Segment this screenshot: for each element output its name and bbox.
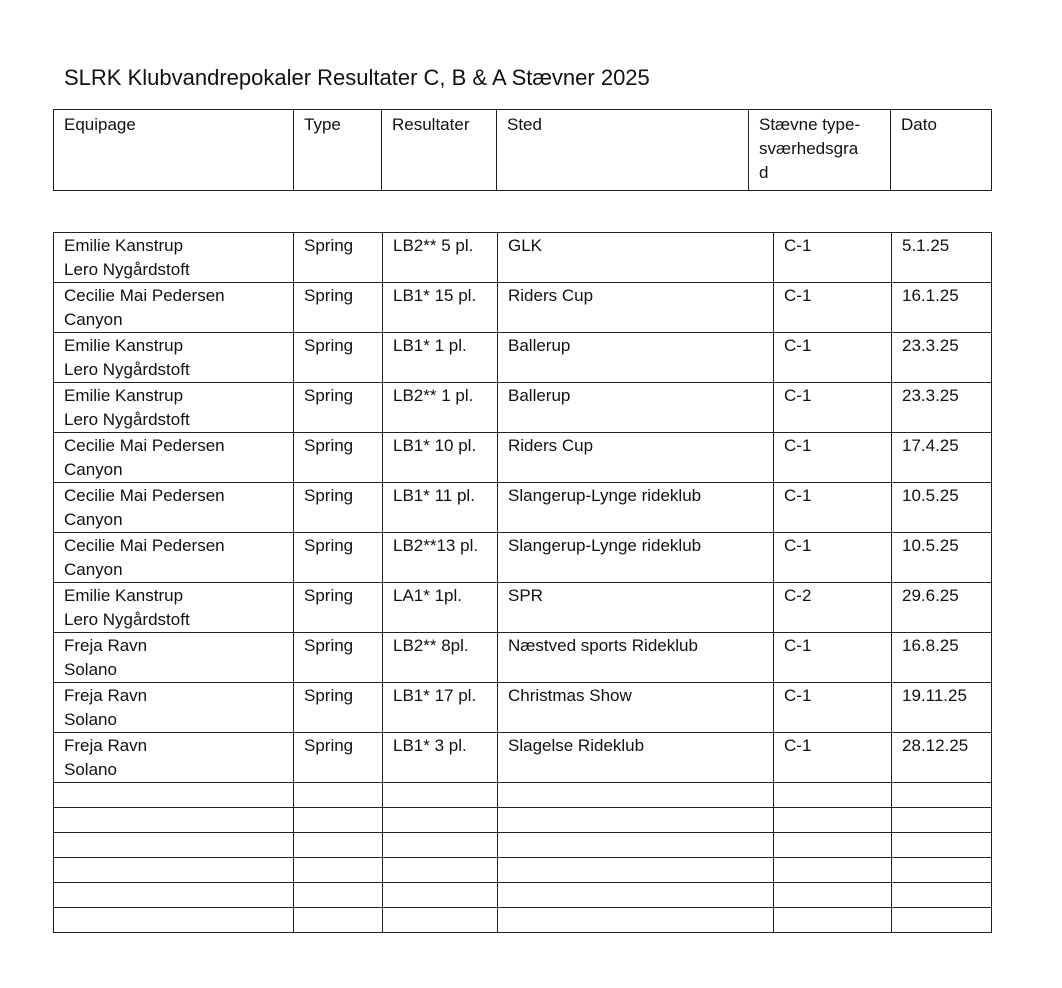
type-cell: Spring <box>294 533 383 583</box>
rider-name: Cecilie Mai Pedersen <box>64 286 225 305</box>
equipage-cell <box>54 233 294 283</box>
empty-cell <box>892 833 992 858</box>
header-row <box>54 110 992 191</box>
date-cell: 10.5.25 <box>892 483 992 533</box>
table-row <box>54 233 992 283</box>
empty-cell <box>774 883 892 908</box>
equipage-cell <box>54 433 294 483</box>
result-cell: LB2** 1 pl. <box>383 383 498 433</box>
table-row <box>54 433 992 483</box>
horse-name: Canyon <box>64 510 123 529</box>
level-cell: C-1 <box>774 683 892 733</box>
level-cell: C-1 <box>774 333 892 383</box>
result-cell: LA1* 1pl. <box>383 583 498 633</box>
level-cell: C-1 <box>774 633 892 683</box>
date-cell: 16.1.25 <box>892 283 992 333</box>
empty-cell <box>383 858 498 883</box>
empty-cell <box>498 858 774 883</box>
empty-table-row <box>54 783 992 808</box>
place-cell: Riders Cup <box>498 433 774 483</box>
horse-name: Solano <box>64 660 117 679</box>
type-cell: Spring <box>294 583 383 633</box>
rider-name: Cecilie Mai Pedersen <box>64 436 225 455</box>
equipage-cell <box>54 733 294 783</box>
empty-cell <box>498 783 774 808</box>
result-cell: LB1* 15 pl. <box>383 283 498 333</box>
empty-cell <box>383 833 498 858</box>
result-cell: LB1* 17 pl. <box>383 683 498 733</box>
empty-cell <box>774 908 892 933</box>
horse-name: Lero Nygårdstoft <box>64 260 190 279</box>
column-header-resultater: Resultater <box>382 110 497 191</box>
equipage-cell <box>54 583 294 633</box>
table-row <box>54 633 992 683</box>
empty-cell <box>892 908 992 933</box>
empty-cell <box>498 883 774 908</box>
date-cell: 17.4.25 <box>892 433 992 483</box>
type-cell: Spring <box>294 733 383 783</box>
empty-cell <box>774 833 892 858</box>
table-row <box>54 483 992 533</box>
horse-name: Canyon <box>64 310 123 329</box>
result-cell: LB1* 1 pl. <box>383 333 498 383</box>
document-title: SLRK Klubvandrepokaler Resultater C, B & A Stævner 2025 <box>64 65 650 90</box>
horse-name: Lero Nygårdstoft <box>64 360 190 379</box>
column-header-staevne-line: Stævne type- <box>759 115 861 134</box>
empty-cell <box>892 883 992 908</box>
type-cell: Spring <box>294 383 383 433</box>
empty-cell <box>498 908 774 933</box>
empty-cell <box>54 783 294 808</box>
level-cell: C-1 <box>774 733 892 783</box>
empty-cell <box>54 883 294 908</box>
horse-name: Lero Nygårdstoft <box>64 610 190 629</box>
level-cell: C-1 <box>774 483 892 533</box>
type-cell: Spring <box>294 683 383 733</box>
level-cell: C-1 <box>774 433 892 483</box>
result-cell: LB2** 8pl. <box>383 633 498 683</box>
level-cell: C-1 <box>774 383 892 433</box>
equipage-cell <box>54 333 294 383</box>
result-cell: LB2** 5 pl. <box>383 233 498 283</box>
result-cell: LB1* 10 pl. <box>383 433 498 483</box>
empty-cell <box>54 908 294 933</box>
empty-cell <box>383 908 498 933</box>
rider-name: Freja Ravn <box>64 736 148 755</box>
empty-cell <box>294 783 383 808</box>
level-cell: C-1 <box>774 283 892 333</box>
place-cell: Slagelse Rideklub <box>498 733 774 783</box>
rider-name: Freja Ravn <box>64 636 148 655</box>
results-table <box>53 232 992 933</box>
result-cell: LB1* 11 pl. <box>383 483 498 533</box>
horse-name: Solano <box>64 760 117 779</box>
empty-cell <box>383 808 498 833</box>
type-cell: Spring <box>294 433 383 483</box>
place-cell: Slangerup-Lynge rideklub <box>498 483 774 533</box>
date-cell: 23.3.25 <box>892 383 992 433</box>
empty-cell <box>498 833 774 858</box>
rider-name: Cecilie Mai Pedersen <box>64 536 225 555</box>
empty-table-row <box>54 908 992 933</box>
empty-cell <box>54 833 294 858</box>
empty-cell <box>498 808 774 833</box>
empty-table-row <box>54 808 992 833</box>
place-cell: Ballerup <box>498 383 774 433</box>
type-cell: Spring <box>294 233 383 283</box>
date-cell: 5.1.25 <box>892 233 992 283</box>
table-row <box>54 283 992 333</box>
empty-table-row <box>54 883 992 908</box>
column-header-dato: Dato <box>891 110 992 191</box>
column-header-sted: Sted <box>497 110 749 191</box>
rider-name: Cecilie Mai Pedersen <box>64 486 225 505</box>
place-cell: GLK <box>498 233 774 283</box>
horse-name: Canyon <box>64 460 123 479</box>
empty-cell <box>294 833 383 858</box>
header-table <box>53 109 992 191</box>
type-cell: Spring <box>294 333 383 383</box>
equipage-cell <box>54 483 294 533</box>
place-cell: SPR <box>498 583 774 633</box>
column-header-equipage: Equipage <box>54 110 294 191</box>
equipage-cell <box>54 633 294 683</box>
empty-cell <box>54 808 294 833</box>
equipage-cell <box>54 283 294 333</box>
place-cell: Slangerup-Lynge rideklub <box>498 533 774 583</box>
table-row <box>54 683 992 733</box>
column-header-staevne-line: d <box>759 163 769 182</box>
date-cell: 28.12.25 <box>892 733 992 783</box>
level-cell: C-1 <box>774 233 892 283</box>
date-cell: 10.5.25 <box>892 533 992 583</box>
equipage-cell <box>54 533 294 583</box>
rider-name: Emilie Kanstrup <box>64 386 184 405</box>
table-row <box>54 533 992 583</box>
empty-cell <box>383 783 498 808</box>
rider-name: Emilie Kanstrup <box>64 586 184 605</box>
equipage-cell <box>54 383 294 433</box>
empty-cell <box>54 858 294 883</box>
place-cell: Næstved sports Rideklub <box>498 633 774 683</box>
empty-table-row <box>54 858 992 883</box>
empty-cell <box>774 808 892 833</box>
column-header-staevne-type <box>749 110 891 191</box>
rider-name: Emilie Kanstrup <box>64 236 184 255</box>
rider-name: Freja Ravn <box>64 686 148 705</box>
empty-table-row <box>54 833 992 858</box>
empty-cell <box>774 783 892 808</box>
horse-name: Canyon <box>64 560 123 579</box>
type-cell: Spring <box>294 483 383 533</box>
place-cell: Ballerup <box>498 333 774 383</box>
table-row <box>54 383 992 433</box>
date-cell: 23.3.25 <box>892 333 992 383</box>
result-cell: LB1* 3 pl. <box>383 733 498 783</box>
place-cell: Christmas Show <box>498 683 774 733</box>
empty-cell <box>294 808 383 833</box>
empty-cell <box>294 858 383 883</box>
empty-cell <box>892 858 992 883</box>
results-table-body <box>54 233 992 933</box>
level-cell: C-2 <box>774 583 892 633</box>
place-cell: Riders Cup <box>498 283 774 333</box>
empty-cell <box>774 858 892 883</box>
empty-cell <box>294 908 383 933</box>
type-cell: Spring <box>294 633 383 683</box>
result-cell: LB2**13 pl. <box>383 533 498 583</box>
empty-cell <box>892 808 992 833</box>
date-cell: 16.8.25 <box>892 633 992 683</box>
table-row <box>54 333 992 383</box>
table-row <box>54 583 992 633</box>
horse-name: Solano <box>64 710 117 729</box>
column-header-staevne-line: sværhedsgra <box>759 139 859 158</box>
type-cell: Spring <box>294 283 383 333</box>
level-cell: C-1 <box>774 533 892 583</box>
empty-cell <box>294 883 383 908</box>
empty-cell <box>383 883 498 908</box>
table-row <box>54 733 992 783</box>
date-cell: 19.11.25 <box>892 683 992 733</box>
rider-name: Emilie Kanstrup <box>64 336 184 355</box>
empty-cell <box>892 783 992 808</box>
equipage-cell <box>54 683 294 733</box>
horse-name: Lero Nygårdstoft <box>64 410 190 429</box>
date-cell: 29.6.25 <box>892 583 992 633</box>
column-header-type: Type <box>294 110 382 191</box>
